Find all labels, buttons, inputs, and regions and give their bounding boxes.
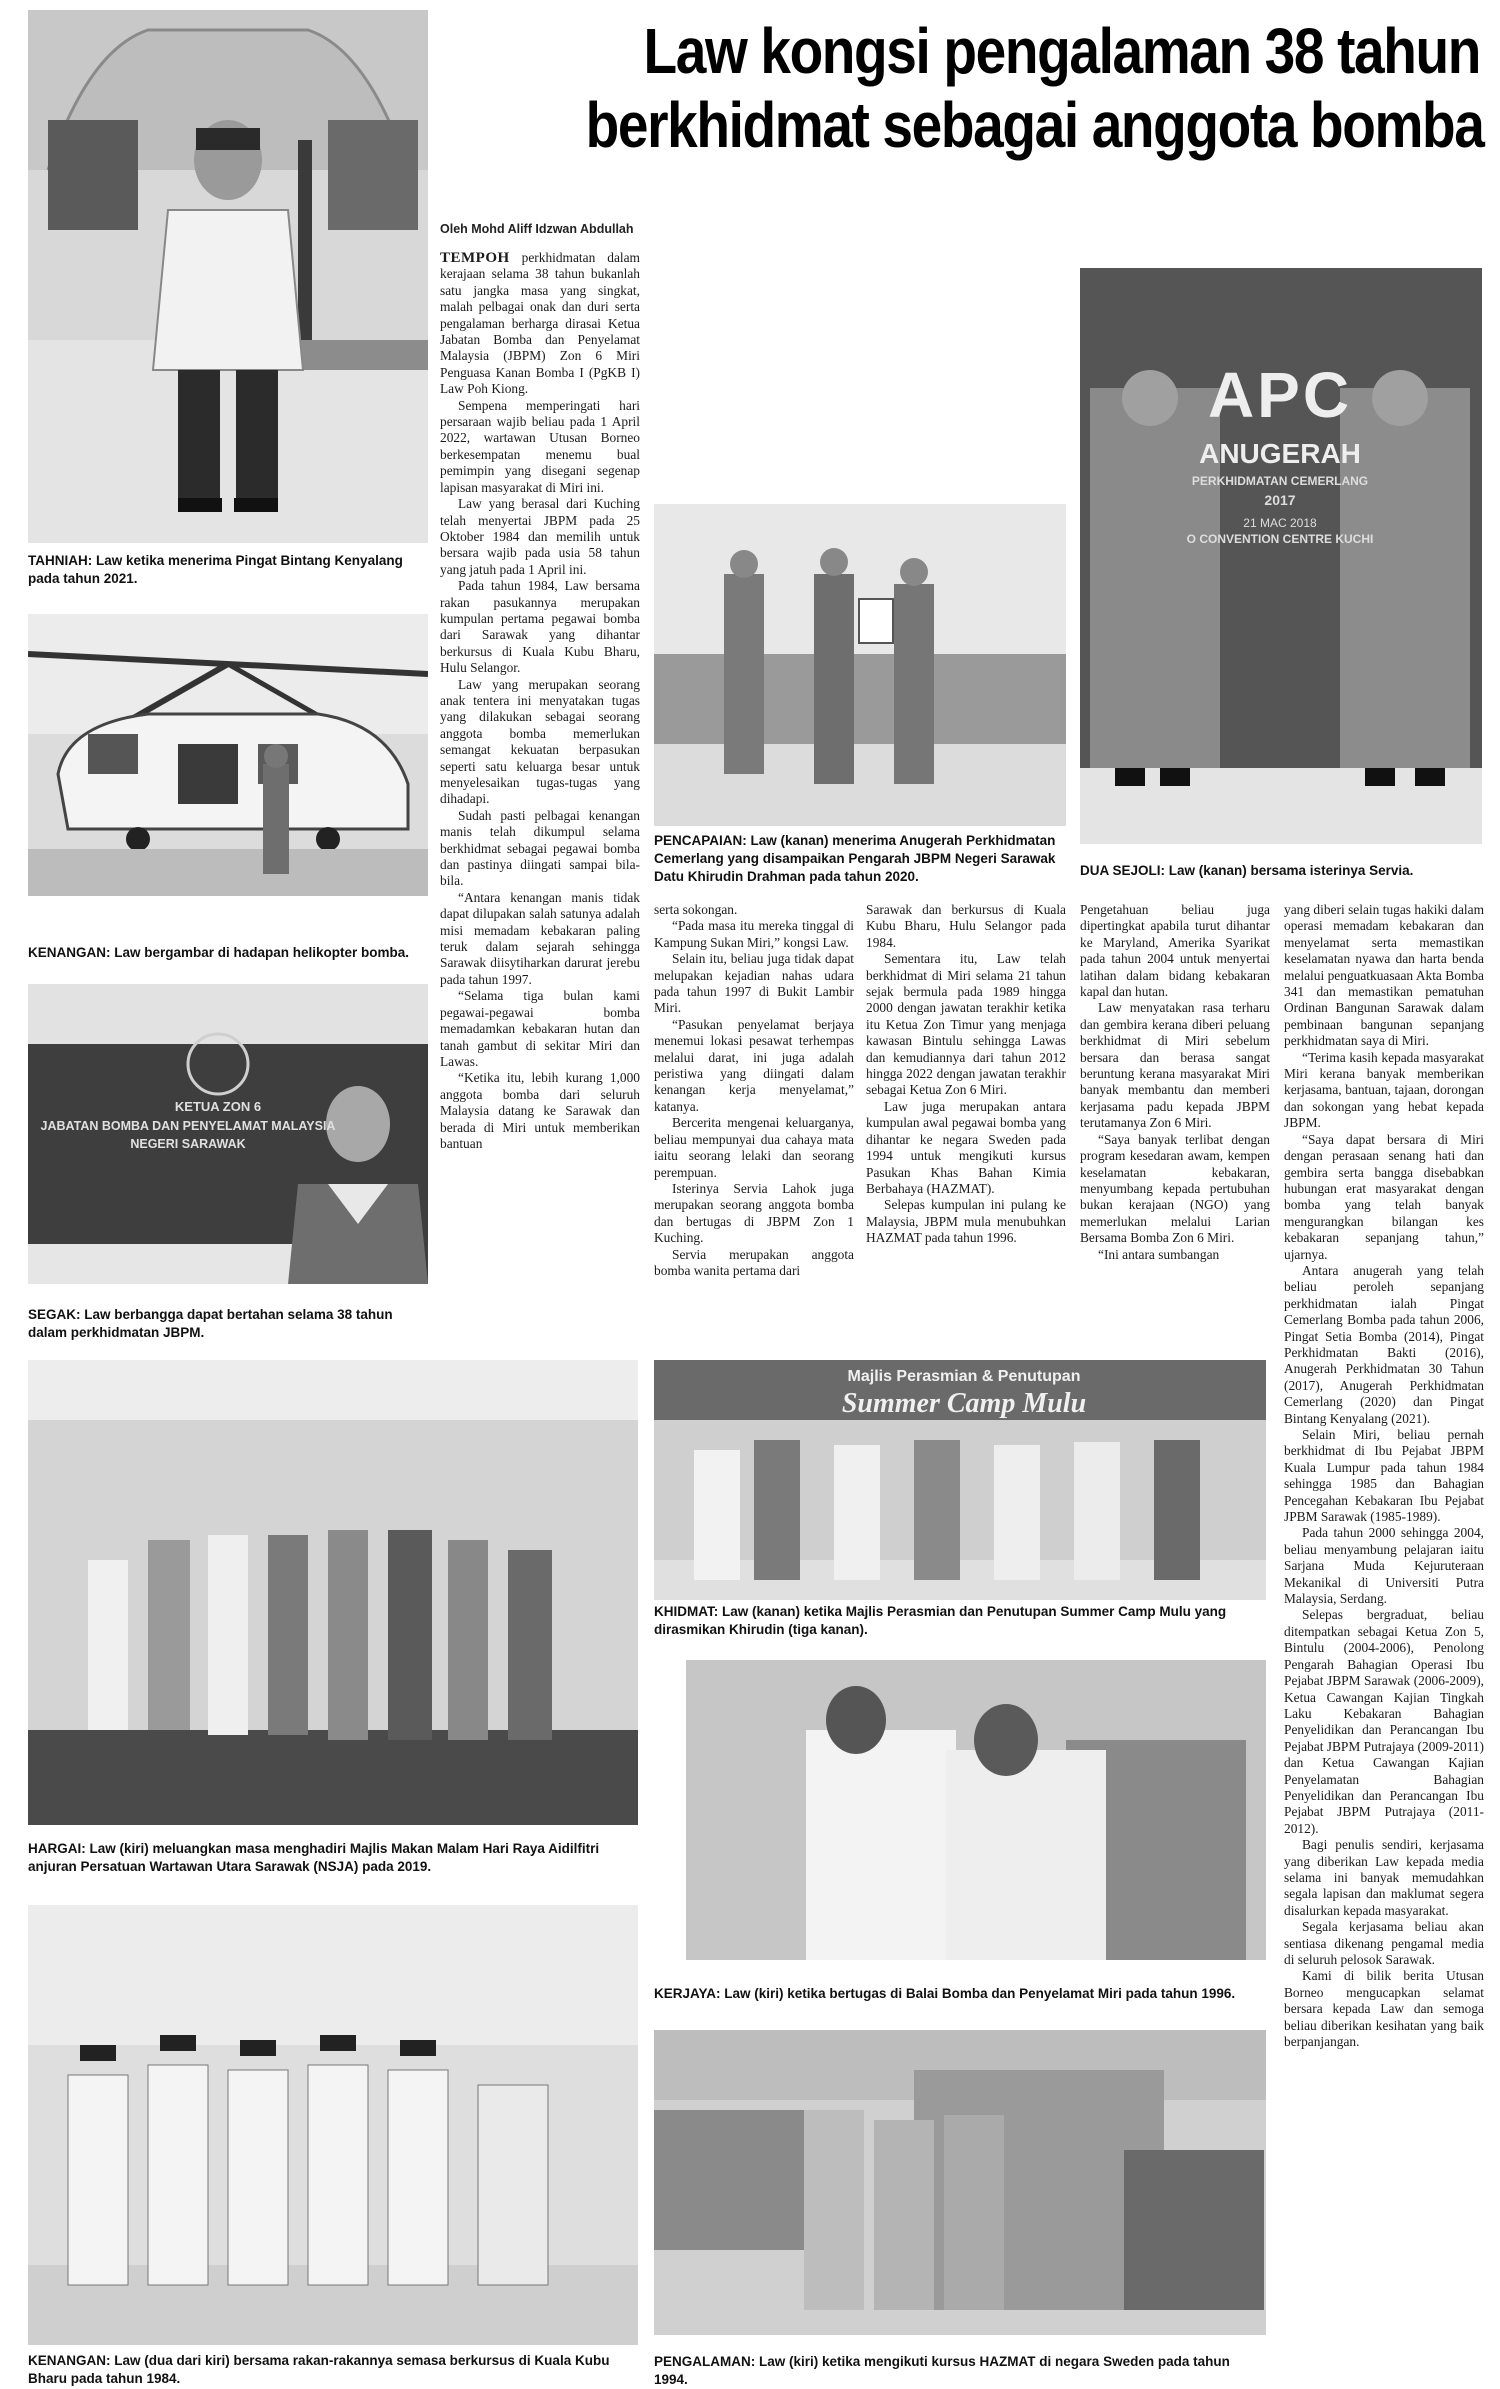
khidmat-banner-1: Majlis Perasmian & Penutupan bbox=[847, 1368, 1081, 1385]
headline-line-2: berkhidmat sebagai anggota bomba bbox=[585, 89, 1484, 161]
caption-pengalaman: PENGALAMAN: Law (kiri) ketika mengikuti kursus HAZMAT di negara Sweden pada tahun 1994. bbox=[654, 2354, 1230, 2387]
headline-line-1: Law kongsi pengalaman 38 tahun bbox=[643, 15, 1480, 87]
paragraph: perkhidmatan dalam kerajaan selama 38 tahun bukanlah satu jangka masa yang singkat, malah pelbagai onak dan duri serta pengalaman berharga dirasai Ketua Jabatan Bomba dan Penyelamat Malaysia (JBPM) Zon 6 Miri Penguasa Kanan Bomba I (PgKB I) Law Poh Kiong. bbox=[440, 250, 640, 397]
date-text: 21 MAC 2018 bbox=[1243, 516, 1317, 530]
paragraph: Law yang berasal dari Kuching telah menyertai JBPM pada 25 Oktober 1984 dan memilih untuk bersara wajib pada usia 58 tahun yang jatuh pada 1 April ini. bbox=[440, 496, 640, 577]
paragraph: Isterinya Servia Lahok juga merupakan seorang anggota bomba dan bertugas di JBPM Zon 1 Kuching. bbox=[654, 1180, 854, 1246]
photo-pengalaman bbox=[654, 2030, 1266, 2335]
paragraph: Pada tahun 1984, Law bersama rakan pasukannya merupakan kumpulan pertama pegawai bomba dari Sarawak yang dihantar berkursus di Kuala Kubu Bharu, Hulu Selangor. bbox=[440, 578, 640, 676]
article-column-2 bbox=[654, 902, 854, 1342]
caption-segak: SEGAK: Law berbangga dapat bertahan selama 38 tahun dalam perkhidmatan JBPM. bbox=[28, 1307, 393, 1340]
paragraph: Bagi penulis sendiri, kerjasama yang diberikan Law kepada media selama ini banyak memudahkan segala lapisan dan maklumat segera disalurkan kepada masyarakat. bbox=[1284, 1837, 1484, 1918]
banner-jbpm: JABATAN BOMBA DAN PENYELAMAT MALAYSIA bbox=[40, 1119, 336, 1133]
photo-pencapaian bbox=[654, 504, 1066, 826]
paragraph: Segala kerjasama beliau akan sentiasa dikenang pengamal media di seluruh pelosok Sarawak. bbox=[1284, 1919, 1484, 1967]
paragraph: “Ini antara sumbangan bbox=[1098, 1246, 1220, 1262]
article-column-1 bbox=[440, 250, 640, 1340]
banner-negeri: NEGERI SARAWAK bbox=[130, 1137, 246, 1151]
venue-text: O CONVENTION CENTRE KUCHI bbox=[1186, 532, 1374, 546]
photo-segak bbox=[28, 984, 428, 1284]
apc-logo-text: APC bbox=[1207, 359, 1353, 431]
paragraph: “Ketika itu, lebih kurang 1,000 anggota bomba dari seluruh Malaysia datang ke Sarawak dan berada di Miri untuk memberikan bantuan bbox=[440, 1070, 640, 1151]
khidmat-banner-2: Summer Camp Mulu bbox=[841, 1388, 1087, 1419]
paragraph: Selepas kumpulan ini pulang ke Malaysia, JBPM mula menubuhkan HAZMAT pada tahun 1996. bbox=[866, 1197, 1066, 1246]
paragraph: “Saya dapat bersara di Miri dengan perasaan senang hati dan gembira serta bangga disebabkan hubungan erat masyarakat dengan bomba yang telah banyak mengurangkan bilangan kes kebakaran sepanjang tahun,” ujarnya. bbox=[1284, 1131, 1484, 1262]
article-dropword: TEMPOH bbox=[440, 250, 510, 266]
photo-hargai bbox=[28, 1360, 638, 1825]
subtitle-text: PERKHIDMATAN CEMERLANG bbox=[1191, 474, 1369, 488]
anugerah-text: ANUGERAH bbox=[1199, 438, 1361, 469]
banner-ketua-zon: KETUA ZON 6 bbox=[174, 1099, 262, 1114]
caption-dua-sejoli: DUA SEJOLI: Law (kanan) bersama isterinya Servia. bbox=[1080, 863, 1414, 878]
paragraph: Pengetahuan beliau juga dipertingkat apabila turut dihantar ke Maryland, Amerika Syarikat pada tahun 2004 untuk menyertai latihan dalam bidang kebakaran kapal dan hutan. bbox=[1080, 902, 1270, 1000]
year-text: 2017 bbox=[1264, 492, 1296, 508]
caption-khidmat: KHIDMAT: Law (kanan) ketika Majlis Perasmian dan Penutupan Summer Camp Mulu yang dirasmikan Khirudin (tiga kanan). bbox=[654, 1604, 1227, 1637]
caption-pencapaian: PENCAPAIAN: Law (kanan) menerima Anugerah Perkhidmatan Cemerlang yang disampaikan Pengarah JBPM Negeri Sarawak Datu Khirudin Drahman pada tahun 2020. bbox=[654, 833, 1056, 884]
caption-kenangan-1984: KENANGAN: Law (dua dari kiri) bersama rakan-rakannya semasa berkursus di Kuala Kubu Bharu pada tahun 1984. bbox=[28, 2353, 610, 2386]
byline: Oleh Mohd Aliff Idzwan Abdullah bbox=[440, 222, 634, 236]
photo-kenangan-1984 bbox=[28, 1905, 638, 2345]
headline bbox=[585, 14, 1484, 162]
paragraph: Kami di bilik berita Utusan Borneo mengucapkan selamat bersara kepada Law dan semoga beliau diberikan kesihatan yang baik berpanjangan. bbox=[1284, 1968, 1484, 2050]
caption-kenangan-helicopter: KENANGAN: Law bergambar di hadapan helikopter bomba. bbox=[28, 945, 410, 960]
paragraph: Selain Miri, beliau pernah berkhidmat di Ibu Pejabat JBPM Kuala Lumpur pada tahun 1984 sehingga 1985 dan Bahagian Pencegahan Kebakaran Ibu Pejabat JPBM Sarawak (1985-1989). bbox=[1284, 1427, 1484, 1525]
paragraph: “Antara kenangan manis tidak dapat dilupakan salah satunya adalah misi memadam kebakaran paling teruk dalam sejarah sehingga Sarawak diisytiharkan darurat jerebu pada tahun 1997. bbox=[440, 889, 640, 987]
paragraph: “Selama tiga bulan kami pegawai-pegawai bomba memadamkan kebakaran hutan dan tanah gambut di sekitar Miri dan Lawas. bbox=[440, 988, 640, 1069]
paragraph: Sudah pasti pelbagai kenangan manis telah dikumpul selama berkhidmat sebagai pegawai bomba dan pastinya diingati sampai bila-bila. bbox=[440, 807, 640, 889]
paragraph: Sementara itu, Law telah berkhidmat di Miri selama 21 tahun sejak bermula pada 1989 hingga 2000 dengan jawatan terakhir ketika itu Ketua Zon Timur yang menjaga kawasan Bintulu sehingga Lawas dan kemudiannya dari tahun 2012 hingga 2022 dengan jawatan terakhir sebagai Ketua Zon 6 Miri. bbox=[866, 951, 1066, 1098]
photo-khidmat bbox=[654, 1360, 1266, 1600]
paragraph: Selepas bergraduat, beliau ditempatkan sebagai Ketua Zon 5, Bintulu (2004-2006), Penolong Pengarah Bahagian Operasi Ibu Pejabat JBPM Sarawak (2006-2009), Ketua Cawangan Kajian Tingkah Laku Kebakaran Bahagian Penyelidikan dan Perancangan Ibu Pejabat JBPM Putrajaya (2009-2011) dan Ketua Cawangan Kajian Penyelamatan Bahagian Penyelidikan dan Perancangan Ibu Pejabat JBPM Putrajaya (2011-2012). bbox=[1284, 1607, 1484, 1836]
paragraph: Law juga merupakan antara kumpulan awal pegawai bomba yang dihantar ke negara Sweden pada 1994 untuk mengikuti kursus Pasukan Khas Bahan Kimia Berbahaya (HAZMAT). bbox=[866, 1098, 1066, 1196]
caption-hargai: HARGAI: Law (kiri) meluangkan masa menghadiri Majlis Makan Malam Hari Raya Aidilfitri anjuran Persatuan Wartawan Utara Sarawak (NSJA) pada 2019. bbox=[28, 1841, 600, 1874]
paragraph: Sarawak dan berkursus di Kuala Kubu Bharu, Hulu Selangor pada 1984. bbox=[866, 902, 1066, 950]
caption-kerjaya: KERJAYA: Law (kiri) ketika bertugas di Balai Bomba dan Penyelamat Miri pada tahun 1996. bbox=[654, 1986, 1236, 2001]
paragraph: Servia merupakan anggota bomba wanita pertama dari bbox=[654, 1246, 854, 1278]
article-column-5 bbox=[1284, 902, 1484, 2384]
photo-dua-sejoli bbox=[1080, 268, 1482, 844]
paragraph: Selain itu, beliau juga tidak dapat melupakan kejadian nahas udara pada tahun 1997 di Bukit Lambir Miri. bbox=[654, 951, 854, 1016]
paragraph: Antara anugerah yang telah beliau peroleh sepanjang perkhidmatan ialah Pingat Cemerlang Bomba pada tahun 2006, Pingat Setia Bomba (2014), Pingat Perkhidmatan Bakti (2016), Anugerah Perkhidmatan 30 Tahun (2017), Anugerah Perkhidmatan Cemerlang (2020) dan Pingat Bintang Kenyalang (2021). bbox=[1284, 1262, 1484, 1426]
paragraph: Bercerita mengenai keluarganya, beliau mempunyai dua cahaya mata iaitu seorang lelaki dan seorang perempuan. bbox=[654, 1115, 854, 1180]
article-column-3 bbox=[866, 902, 1066, 1342]
paragraph: “Pada masa itu mereka tinggal di Kampung Sukan Miri,” kongsi Law. bbox=[654, 918, 854, 950]
photo-helicopter bbox=[28, 614, 428, 896]
paragraph: “Saya banyak terlibat dengan program kesedaran awam, kempen keselamatan kebakaran, menyumbang kepada pertubuhan bukan kerajaan (NGO) yang memerlukan melalui Larian Bersama Bomba Zon 6 Miri. bbox=[1080, 1131, 1270, 1246]
paragraph: “Pasukan penyelamat berjaya menemui lokasi pesawat terhempas melalui darat, ini juga adalah peristiwa yang diingati dalam kenangan kerja menyelamat,” katanya. bbox=[654, 1016, 854, 1114]
paragraph: “Terima kasih kepada masyarakat Miri kerana banyak memberikan kerjasama, bantuan, tajaan, dorongan dan sokongan yang hebat kepada JBPM. bbox=[1284, 1049, 1484, 1131]
paragraph: serta sokongan. bbox=[654, 902, 738, 917]
photo-tahniah bbox=[28, 10, 428, 543]
article-column-4 bbox=[1080, 902, 1270, 1342]
paragraph: Sempena memperingati hari persaraan wajib beliau pada 1 April 2022, wartawan Utusan Borneo berkesempatan menemu bual pemimpin yang disegani segenap lapisan masyarakat di Miri ini. bbox=[440, 397, 640, 495]
paragraph: yang diberi selain tugas hakiki dalam operasi memadam kebakaran dan menyelamat serta memastikan keselamatan nyawa dan harta benda melalui penguatkuasaan Akta Bomba 341 dan memastikan pematuhan Ordinan Bangunan Sarawak dalam pembinaan bangunan sepanjang perkhidmatan saya di Miri. bbox=[1284, 902, 1484, 1049]
paragraph: Law yang merupakan seorang anak tentera ini menyatakan tugas yang dilakukan sebagai seorang anggota bomba memerlukan semangat kekuatan berpasukan seperti satu keluarga besar untuk menyelesaikan tugas-tugas yang dihadapi. bbox=[440, 676, 640, 807]
paragraph: Pada tahun 2000 sehingga 2004, beliau menyambung pelajaran iaitu Sarjana Muda Kejuruteraan Mekanikal di Universiti Putra Malaysia, Serdang. bbox=[1284, 1525, 1484, 1607]
caption-tahniah: TAHNIAH: Law ketika menerima Pingat Bintang Kenyalang pada tahun 2021. bbox=[28, 553, 403, 586]
photo-kerjaya bbox=[686, 1660, 1266, 1960]
paragraph: Law menyatakan rasa terharu dan gembira kerana diberi peluang berkhidmat di Miri sebelum bersara dan berasa sangat beruntung kerana masyarakat Miri banyak membantu dan memberi kerjasama padu kepada JBPM terutamanya Zon 6 Miri. bbox=[1080, 1000, 1270, 1131]
